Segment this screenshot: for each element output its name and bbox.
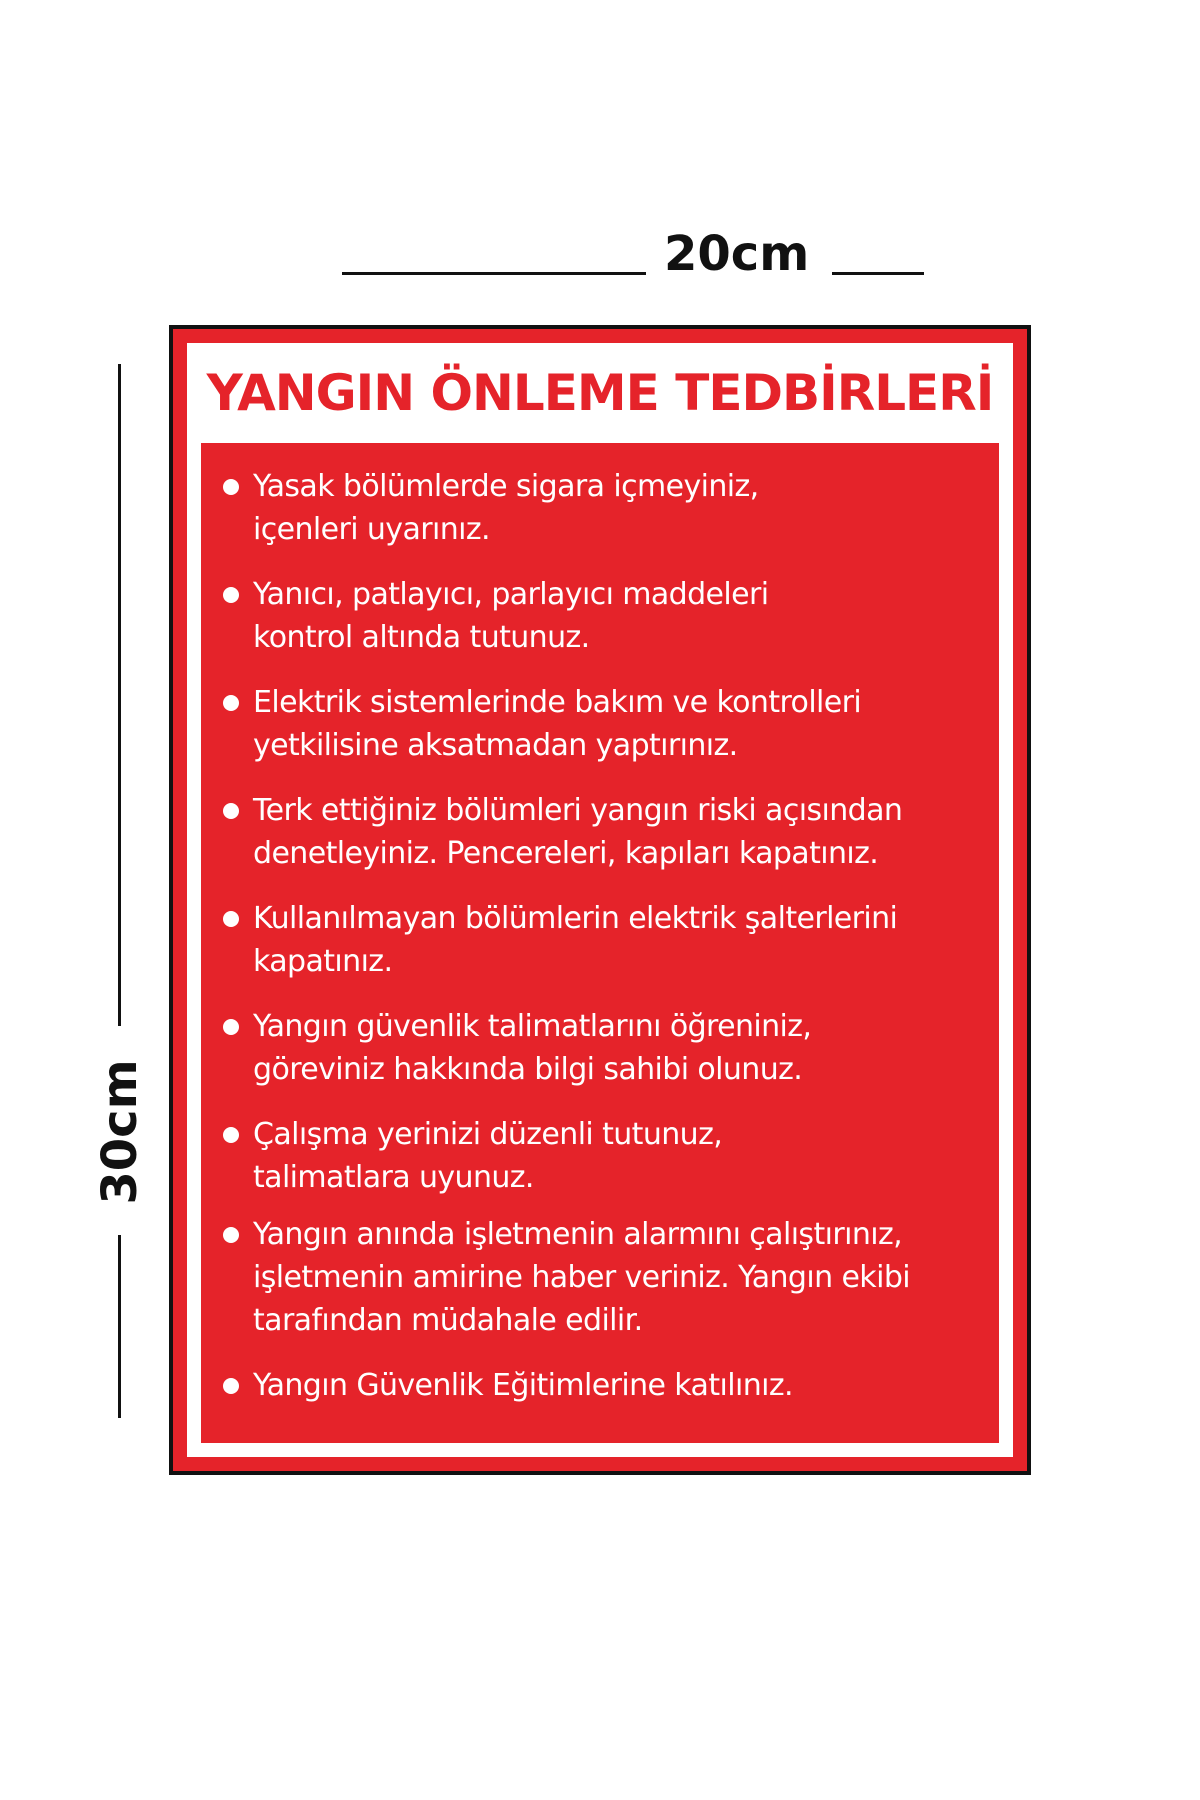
bullet-icon [223, 911, 239, 927]
sign-title: YANGIN ÖNLEME TEDBİRLERİ [206, 364, 994, 422]
rule-text: Yangın anında işletmenin alarmını çalıştırınız, işletmenin amirine haber veriniz. Yangın ekibi tarafından müdahale edilir. [253, 1217, 910, 1338]
rule-text: Yanıcı, patlayıcı, parlayıcı maddeleri kontrol altında tutunuz. [253, 577, 769, 655]
rule-item [223, 789, 985, 875]
height-dimension-line-top [118, 364, 121, 1026]
sign-white-panel [187, 343, 1013, 1457]
bullet-icon [223, 1378, 239, 1394]
bullet-icon [223, 479, 239, 495]
rule-text: Kullanılmayan bölümlerin elektrik şalterlerini kapatınız. [253, 901, 898, 979]
bullet-icon [223, 695, 239, 711]
width-dimension-line-left [342, 272, 646, 275]
width-dimension-label: 20cm [664, 226, 810, 282]
rule-text: Yangın güvenlik talimatlarını öğreniniz, göreviniz hakkında bilgi sahibi olunuz. [253, 1009, 812, 1087]
height-dimension-label: 30cm [92, 1059, 148, 1205]
rule-text: Terk ettiğiniz bölümleri yangın riski açısından denetleyiniz. Pencereleri, kapıları kapatınız. [253, 793, 903, 871]
rules-list [223, 465, 985, 1407]
rule-text: Elektrik sistemlerinde bakım ve kontrolleri yetkilisine aksatmadan yaptırınız. [253, 685, 862, 763]
rule-item [223, 1364, 985, 1407]
rule-item [223, 1005, 985, 1091]
bullet-icon [223, 1127, 239, 1143]
fire-safety-sign [169, 325, 1031, 1475]
sign-red-border [173, 329, 1027, 1471]
rule-item [223, 573, 985, 659]
sign-rules-panel [201, 443, 999, 1443]
rule-text: Yasak bölümlerde sigara içmeyiniz, içenleri uyarınız. [253, 469, 759, 547]
bullet-icon [223, 803, 239, 819]
bullet-icon [223, 1019, 239, 1035]
rule-item [223, 681, 985, 767]
rule-item [223, 897, 985, 983]
rule-item [223, 1213, 985, 1342]
rule-text: Yangın Güvenlik Eğitimlerine katılınız. [253, 1368, 793, 1403]
height-dimension-line-bottom [118, 1235, 121, 1418]
rule-text: Çalışma yerinizi düzenli tutunuz, talimatlara uyunuz. [253, 1117, 723, 1195]
bullet-icon [223, 587, 239, 603]
width-dimension-line-right [832, 272, 924, 275]
rule-item [223, 465, 985, 551]
bullet-icon [223, 1227, 239, 1243]
rule-item [223, 1113, 985, 1199]
